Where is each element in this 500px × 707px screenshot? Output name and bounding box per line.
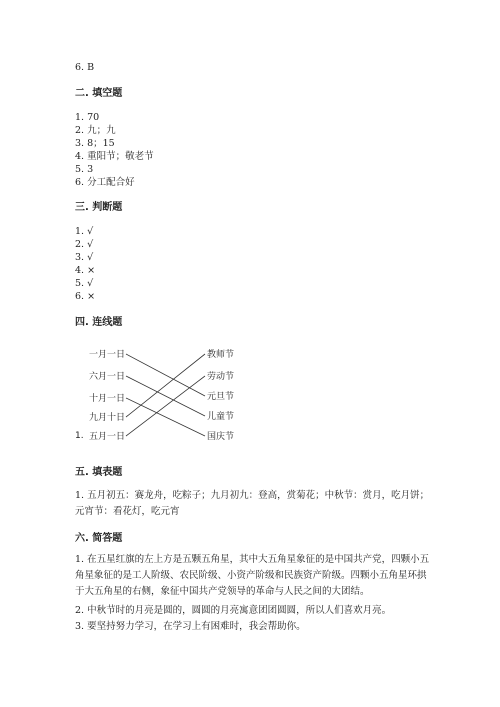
fill-answer-6: 6. 分工配合好 bbox=[75, 177, 135, 188]
fill-answer-4: 4. 重阳节；敬老节 bbox=[75, 151, 154, 162]
judge-answer-6: 6. × bbox=[75, 291, 96, 302]
judge-answer-1: 1. √ bbox=[75, 226, 94, 237]
judge-answer-4: 4. × bbox=[75, 265, 96, 276]
judge-answer-2: 2. √ bbox=[75, 239, 94, 250]
judge-answer-5: 5. √ bbox=[75, 278, 94, 289]
section5-heading: 五. 填表题 bbox=[75, 467, 123, 478]
table-answer: 1. 五月初五：赛龙舟，吃粽子；九月初九：登高，赏菊花；中秋节：赏月，吃月饼；元宵节：看花灯，吃元宵 bbox=[75, 490, 430, 517]
section6-heading: 六. 简答题 bbox=[75, 533, 123, 544]
fill-answer-2: 2. 九；九 bbox=[75, 125, 116, 136]
judge-answer-3: 3. √ bbox=[75, 252, 94, 263]
left-item-1: 一月一日 bbox=[89, 350, 126, 360]
right-item-2: 劳动节 bbox=[207, 372, 235, 382]
right-item-4: 儿童节 bbox=[207, 412, 235, 422]
fill-answer-3: 3. 8；15 bbox=[75, 138, 115, 149]
short-answer-1: 1. 在五星红旗的左上方是五颗五角星，其中大五角星象征的是中国共产党，四颗小五角星象征的是工人阶级、农民阶级、小资产阶级和民族资产阶级。四颗小五角星环拱于大五角星的右侧，象征中国共产党领导的革命与人民之间的大团结。 bbox=[75, 554, 430, 597]
answer-6b: 6. B bbox=[75, 62, 95, 73]
fill-answer-5: 5. 3 bbox=[75, 164, 94, 175]
match-line-3 bbox=[126, 398, 205, 436]
section4-heading: 四. 连线题 bbox=[75, 317, 123, 328]
left-item-3: 十月一日 bbox=[89, 394, 126, 404]
left-item-4: 九月十日 bbox=[89, 413, 126, 423]
match-line-2 bbox=[126, 376, 205, 416]
match-line-1 bbox=[126, 354, 205, 396]
left-item-5: 五月一日 bbox=[89, 432, 126, 442]
right-item-5: 国庆节 bbox=[207, 432, 235, 442]
section2-heading: 二. 填空题 bbox=[75, 88, 123, 99]
section3-heading: 三. 判断题 bbox=[75, 202, 123, 213]
short-answer-3: 3. 要坚持努力学习，在学习上有困难时，我会帮助你。 bbox=[75, 621, 306, 632]
matching-answer-number: 1. bbox=[75, 431, 84, 441]
left-item-2: 六月一日 bbox=[89, 372, 126, 382]
matching-diagram bbox=[0, 340, 500, 450]
right-item-3: 元旦节 bbox=[207, 392, 235, 402]
right-item-1: 教师节 bbox=[207, 350, 235, 360]
short-answer-2: 2. 中秋节时的月亮是圆的，圆圆的月亮寓意团团圆圆，所以人们喜欢月亮。 bbox=[75, 605, 392, 616]
fill-answer-1: 1. 70 bbox=[75, 112, 100, 123]
